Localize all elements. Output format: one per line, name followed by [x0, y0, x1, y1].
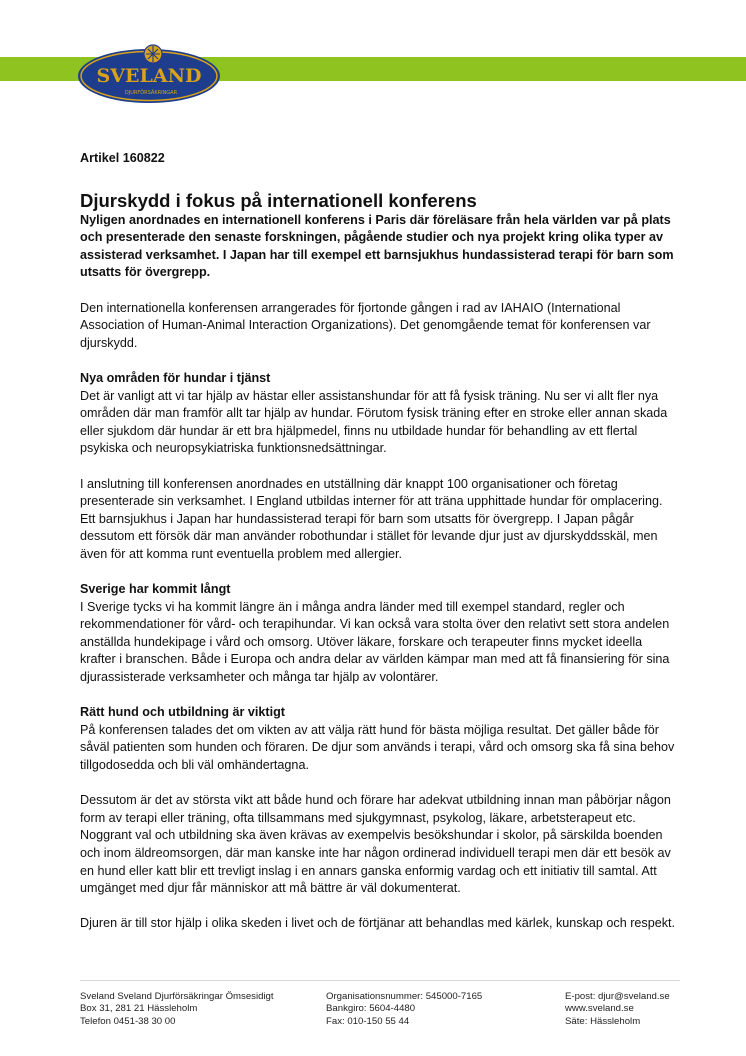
footer-company — [80, 991, 274, 1028]
footer-company-name: Sveland Sveland Djurförsäkringar Ömsesidigt — [80, 991, 274, 1002]
sveland-logo — [77, 38, 221, 104]
section-paragraph: Det är vanligt att vi tar hjälp av hästar eller assistanshundar för att få fysisk träning. Nu ser vi allt fler nya områden där man framför allt tar hjälp av hundar. Förutom fysisk träning efter en stroke eller annan skada eller sjukdom där hundar är ett bra hjälpmedel, finns nu utbildade hundar för behandling av ett flertal psykiska och neuropsykiatriska funktionsnedsättningar. — [80, 388, 668, 456]
article-title: Djurskydd i fokus på internationell konferens — [80, 189, 477, 211]
footer-divider — [80, 980, 680, 981]
footer-phone: Telefon 0451-38 30 00 — [80, 1015, 176, 1027]
section-heading: Sverige har kommit långt — [80, 582, 231, 597]
section-paragraph: Dessutom är det av största vikt att både hund och förare har adekvat utbildning innan man påbörjar någon form av terapi eller träning, ofta tillsammans med sjukgymnast, psykolog, läkare, arbetsterapeut etc. Noggrant val och utbildning ska även krävas av exempelvis besökshundar i skolor, på särskilda boenden och inom äldreomsorgen, där man kanske inte har någon ordinerad individuell terapi men där ett besök av en hund eller katt blir ett trevligt inslag i en annars ganska enformig vardag och ett initiativ till samtal. Att umgänget med djur får människor att må bättre är väl dokumenterat. — [80, 793, 671, 896]
article — [80, 150, 680, 933]
footer-org-number: Organisationsnummer: 545000-7165 — [326, 991, 483, 1002]
footer-seat: Säte: Hässleholm — [565, 1015, 641, 1027]
logo-text: SVELAND — [96, 65, 202, 87]
section-paragraph: På konferensen talades det om vikten av att välja rätt hund för bästa möjliga resultat. Det gäller både för såväl patienten som hunden och föraren. De djur som används i terapi, vård och omsorg ska få sina behov tillgodosedda och bli väl omhändertagna. — [80, 722, 675, 772]
section-heading: Rätt hund och utbildning är viktigt — [80, 705, 285, 720]
section-heading: Nya områden för hundar i tjänst — [80, 370, 271, 385]
section-paragraph: I Sverige tycks vi ha kommit längre än i många andra länder med till exempel standard, regler och rekommendationer för vård- och terapihundar. Vi kan också vara stolta över den relativt sett stora andelen anställda hundekipage i vård och omsorg. Utöver läkare, forskare och terapeuter finns mycket ideella krafter i branschen. Både i Europa och andra delar av världen kämpar man med att få finansiering för sina djurassisterade verksamheter och många tar hjälp av volontärer. — [80, 599, 670, 685]
footer-website: www.sveland.se — [565, 1003, 634, 1015]
logo-emblem-icon — [144, 45, 162, 63]
footer-email: E-post: djur@sveland.se — [565, 991, 670, 1002]
article-id: Artikel 160822 — [80, 151, 165, 165]
footer-registration — [326, 991, 482, 1028]
article-lead: Nyligen anordnades en internationell konferens i Paris där föreläsare från hela världen var på plats och presenterade den senaste forskningen, pågående studier och nya projekt kring olika typer av assisterad verksamhet. I Japan har till exempel ett barnsjukhus hundassisterad terapi för barn som utsatts för övergrepp. — [80, 212, 674, 280]
footer-fax: Fax: 010-150 55 44 — [326, 1015, 410, 1027]
article-intro: Den internationella konferensen arrangerades för fjortonde gången i rad av IAHAIO (International Association of Human-Animal Interaction Organizations). Det genomgående temat för konferensen var djurskydd. — [80, 300, 651, 350]
footer-address: Box 31, 281 21 Hässleholm — [80, 1003, 198, 1015]
footer-contact — [565, 991, 670, 1028]
section-paragraph: Djuren är till stor hjälp i olika skeden i livet och de förtjänar att behandlas med kärlek, kunskap och respekt. — [80, 916, 676, 931]
logo-subtext: DJURFÖRSÄKRINGAR — [124, 90, 178, 96]
section-paragraph: I anslutning till konferensen anordnades en utställning där knappt 100 organisationer och företag presenterade sin verksamhet. I England utbildas interner för att träna upphittade hundar för omplacering. Ett barnsjukhus i Japan har hundassisterad terapi för barn som utsatts för övergrepp. I Japan pågår dessutom ett försök där man använder robothundar i stället för levande djur just av djurskyddsskäl, men även för att komma runt eventuella problem med allergier. — [80, 476, 663, 561]
footer-bankgiro: Bankgiro: 5604-4480 — [326, 1003, 416, 1015]
